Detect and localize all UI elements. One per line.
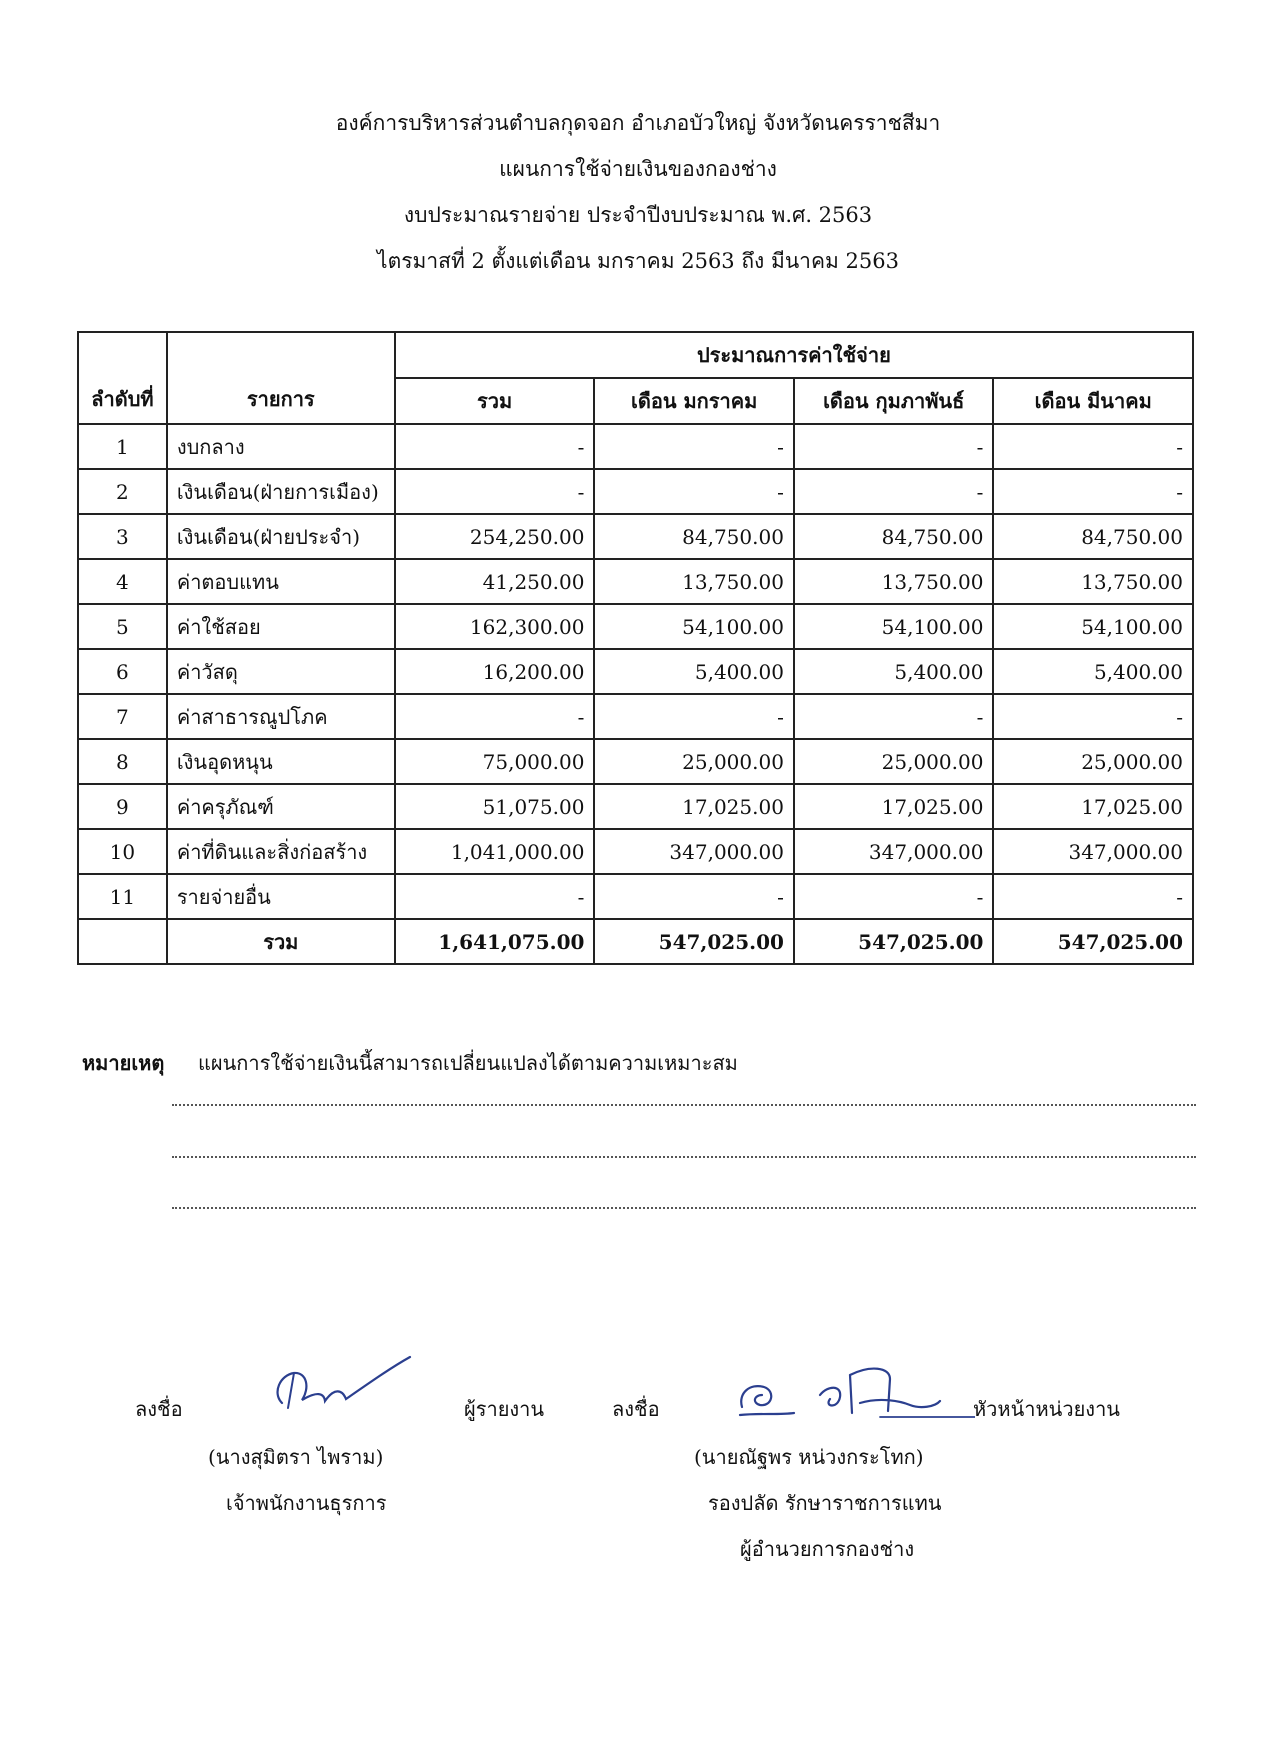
row-february: -: [794, 424, 994, 469]
row-order-no: 4: [78, 559, 167, 604]
row-item-name: ค่าสาธารณูปโภค: [167, 694, 395, 739]
row-march: 25,000.00: [993, 739, 1193, 784]
dotted-line: [172, 1156, 1196, 1158]
total-row-no: [78, 919, 167, 964]
row-total: -: [395, 469, 595, 514]
row-march: -: [993, 874, 1193, 919]
row-march: 54,100.00: [993, 604, 1193, 649]
table-row: [78, 829, 1193, 874]
total-row: [78, 919, 1193, 964]
header-item: รายการ: [167, 332, 395, 424]
row-february: 84,750.00: [794, 514, 994, 559]
plan-title: แผนการใช้จ่ายเงินของกองช่าง: [499, 157, 777, 181]
dotted-line: [172, 1104, 1196, 1106]
row-order-no: 10: [78, 829, 167, 874]
row-total: 51,075.00: [395, 784, 595, 829]
row-february: 25,000.00: [794, 739, 994, 784]
row-item-name: ค่าที่ดินและสิ่งก่อสร้าง: [167, 829, 395, 874]
row-february: -: [794, 469, 994, 514]
row-march: -: [993, 469, 1193, 514]
row-february: 347,000.00: [794, 829, 994, 874]
header-total: รวม: [395, 378, 595, 424]
march-total: 547,025.00: [993, 919, 1193, 964]
left-signer-name: (นางสุมิตรา ไพราม): [208, 1445, 384, 1469]
table-row: [78, 874, 1193, 919]
row-item-name: เงินเดือน(ฝ่ายประจำ): [167, 514, 395, 559]
row-january: 84,750.00: [594, 514, 794, 559]
right-sign-label: ลงชื่อ: [612, 1397, 660, 1421]
row-january: 5,400.00: [594, 649, 794, 694]
row-item-name: ค่าวัสดุ: [167, 649, 395, 694]
row-item-name: งบกลาง: [167, 424, 395, 469]
table-body: [78, 424, 1193, 919]
row-january: 54,100.00: [594, 604, 794, 649]
row-february: 54,100.00: [794, 604, 994, 649]
row-item-name: ค่าตอบแทน: [167, 559, 395, 604]
row-february: 13,750.00: [794, 559, 994, 604]
header-january: เดือน มกราคม: [594, 378, 794, 424]
row-total: -: [395, 694, 595, 739]
row-january: 347,000.00: [594, 829, 794, 874]
row-february: 5,400.00: [794, 649, 994, 694]
table-row: [78, 739, 1193, 784]
right-role-label: หัวหน้าหน่วยงาน: [973, 1397, 1120, 1421]
row-total: 254,250.00: [395, 514, 595, 559]
row-march: 347,000.00: [993, 829, 1193, 874]
header-estimated-expenses: ประมาณการค่าใช้จ่าย: [395, 332, 1193, 378]
row-item-name: รายจ่ายอื่น: [167, 874, 395, 919]
remark: [82, 1047, 738, 1079]
row-order-no: 3: [78, 514, 167, 559]
row-march: 5,400.00: [993, 649, 1193, 694]
row-order-no: 6: [78, 649, 167, 694]
table-row: [78, 559, 1193, 604]
header-march: เดือน มีนาคม: [993, 378, 1193, 424]
row-order-no: 2: [78, 469, 167, 514]
table-row: [78, 784, 1193, 829]
row-order-no: 7: [78, 694, 167, 739]
row-january: -: [594, 424, 794, 469]
row-total: 75,000.00: [395, 739, 595, 784]
table-row: [78, 514, 1193, 559]
row-total: 162,300.00: [395, 604, 595, 649]
row-january: -: [594, 874, 794, 919]
document-header: [0, 100, 1276, 284]
row-march: 13,750.00: [993, 559, 1193, 604]
row-item-name: เงินเดือน(ฝ่ายการเมือง): [167, 469, 395, 514]
row-item-name: ค่าครุภัณฑ์: [167, 784, 395, 829]
row-february: -: [794, 874, 994, 919]
dotted-line: [172, 1207, 1196, 1209]
row-january: -: [594, 694, 794, 739]
row-january: 13,750.00: [594, 559, 794, 604]
header-february: เดือน กุมภาพันธ์: [794, 378, 994, 424]
left-role-label: ผู้รายงาน: [464, 1397, 545, 1421]
quarter-title: ไตรมาสที่ 2 ตั้งแต่เดือน มกราคม 2563 ถึง มีนาคม 2563: [377, 249, 899, 273]
table-row: [78, 604, 1193, 649]
table-row: [78, 649, 1193, 694]
left-signature-mark: [262, 1353, 412, 1423]
february-total: 547,025.00: [794, 919, 994, 964]
row-january: 17,025.00: [594, 784, 794, 829]
table-row: [78, 469, 1193, 514]
row-order-no: 1: [78, 424, 167, 469]
row-march: 84,750.00: [993, 514, 1193, 559]
left-sign-label: ลงชื่อ: [135, 1397, 183, 1421]
row-february: -: [794, 694, 994, 739]
row-total: -: [395, 874, 595, 919]
row-january: -: [594, 469, 794, 514]
table-row: [78, 694, 1193, 739]
right-signer-position2: ผู้อำนวยการกองช่าง: [740, 1537, 915, 1561]
right-signer-name: (นายณัฐพร หน่วงกระโทก): [694, 1445, 924, 1469]
org-title: องค์การบริหารส่วนตำบลกุดจอก อำเภอบัวใหญ่ จังหวัดนครราชสีมา: [335, 111, 941, 135]
expense-plan-table: [77, 331, 1194, 965]
row-march: 17,025.00: [993, 784, 1193, 829]
total-row-label: รวม: [167, 919, 395, 964]
row-february: 17,025.00: [794, 784, 994, 829]
grand-total: 1,641,075.00: [395, 919, 595, 964]
row-total: 16,200.00: [395, 649, 595, 694]
row-march: -: [993, 424, 1193, 469]
row-total: 41,250.00: [395, 559, 595, 604]
row-order-no: 8: [78, 739, 167, 784]
right-signature-mark: [730, 1355, 975, 1425]
row-item-name: ค่าใช้สอย: [167, 604, 395, 649]
row-order-no: 5: [78, 604, 167, 649]
remark-label: หมายเหตุ: [82, 1051, 165, 1075]
budget-title: งบประมาณรายจ่าย ประจำปีงบประมาณ พ.ศ. 2563: [403, 203, 873, 227]
header-order-no: ลำดับที่: [78, 332, 167, 424]
right-signer-position1: รองปลัด รักษาราชการแทน: [708, 1491, 942, 1515]
row-item-name: เงินอุดหนุน: [167, 739, 395, 784]
january-total: 547,025.00: [594, 919, 794, 964]
row-march: -: [993, 694, 1193, 739]
table-row: [78, 424, 1193, 469]
row-total: 1,041,000.00: [395, 829, 595, 874]
left-signer-position: เจ้าพนักงานธุรการ: [226, 1491, 387, 1515]
remark-text: แผนการใช้จ่ายเงินนี้สามารถเปลี่ยนแปลงได้ตามความเหมาะสม: [198, 1051, 738, 1075]
row-order-no: 11: [78, 874, 167, 919]
row-order-no: 9: [78, 784, 167, 829]
row-total: -: [395, 424, 595, 469]
row-january: 25,000.00: [594, 739, 794, 784]
